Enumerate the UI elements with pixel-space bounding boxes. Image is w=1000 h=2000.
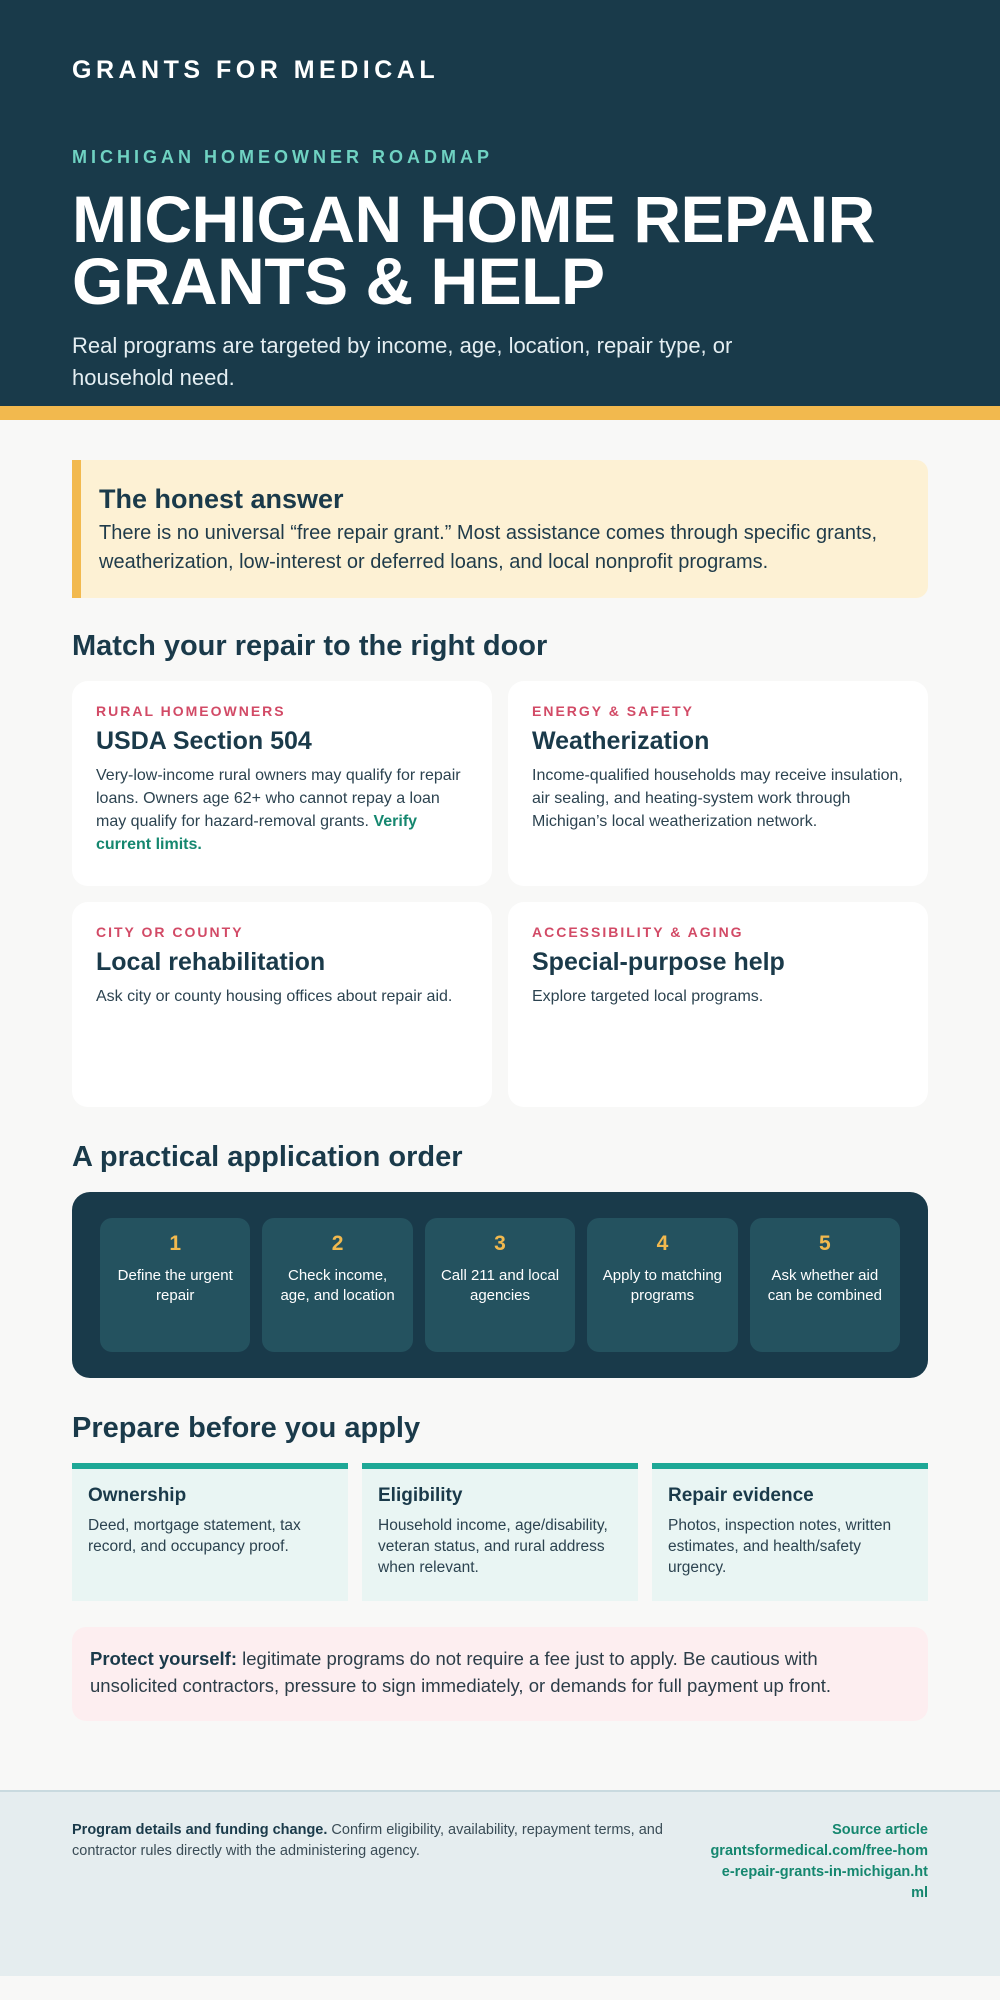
callout-body: There is no universal “free repair grant.” Most assistance comes through specific grants, weatherization, low-interest or deferred loans, and local nonprofit programs.	[99, 522, 878, 573]
step-text: Define the urgent repair	[117, 1267, 233, 1304]
card-title: Weatherization	[532, 727, 710, 755]
card-title: Special-purpose help	[532, 948, 785, 976]
step-card	[100, 1218, 250, 1352]
card-body: Explore targeted local programs.	[532, 988, 764, 1005]
step-card	[262, 1218, 412, 1352]
prepare-cards	[72, 1463, 928, 1601]
program-card-weatherization	[508, 681, 928, 886]
accent-bar	[0, 406, 1000, 420]
footer-disclaimer	[72, 1820, 709, 1948]
prep-card-body: Deed, mortgage statement, tax record, and occupancy proof.	[88, 1517, 301, 1555]
footer-body: Confirm eligibility, availability, repayment terms, and contractor rules directly with the administering agency.	[72, 1822, 663, 1859]
step-text: Check income, age, and location	[280, 1267, 395, 1304]
card-tag: RURAL HOMEOWNERS	[96, 703, 286, 719]
card-tag: CITY OR COUNTY	[96, 924, 244, 940]
application-steps	[72, 1192, 928, 1378]
prepare-section-title: Prepare before you apply	[72, 1412, 421, 1444]
step-card	[750, 1218, 900, 1352]
card-title: Local rehabilitation	[96, 948, 326, 976]
honest-answer-callout	[72, 460, 928, 598]
program-card-usda	[72, 681, 492, 886]
footer-lead: Program details and funding change.	[72, 1822, 328, 1838]
step-text: Call 211 and local agencies	[440, 1267, 560, 1304]
prep-card-body: Household income, age/disability, veteran status, and rural address when relevant.	[378, 1517, 608, 1576]
warning-lead: Protect yourself:	[90, 1648, 238, 1669]
prep-card-title: Repair evidence	[668, 1485, 814, 1506]
source-link[interactable]: grantsformedical.com/free-home-repair-grants-in-michigan.html	[710, 1843, 928, 1901]
page-subtitle: Real programs are targeted by income, age, location, repair type, or household need.	[72, 333, 733, 390]
card-body: Very-low-income rural owners may qualify for repair loans. Owners age 62+ who cannot repay a loan may qualify for hazard-removal grants. Verify current limits.	[96, 767, 461, 853]
brand-name: GRANTS FOR MEDICAL	[72, 56, 440, 84]
step-number: 1	[169, 1232, 182, 1255]
step-card	[587, 1218, 737, 1352]
step-text: Ask whether aid can be combined	[767, 1267, 882, 1304]
prep-card-ownership	[72, 1463, 348, 1601]
step-number: 4	[656, 1232, 669, 1255]
callout-heading: The honest answer	[99, 484, 344, 514]
step-text: Apply to matching programs	[602, 1267, 723, 1304]
prep-card-body: Photos, inspection notes, written estimates, and health/safety urgency.	[668, 1517, 892, 1576]
prep-card-title: Eligibility	[378, 1485, 463, 1506]
verify-limits-link[interactable]: Verify current limits.	[96, 813, 418, 853]
protect-yourself-notice	[72, 1627, 928, 1721]
page-kicker: MICHIGAN HOMEOWNER ROADMAP	[72, 147, 493, 167]
page-footer	[0, 1790, 1000, 1976]
step-card	[425, 1218, 575, 1352]
card-body: Ask city or county housing offices about repair aid.	[96, 988, 453, 1005]
card-body: Income-qualified households may receive insulation, air sealing, and heating-system work through Michigan’s local weatherization network.	[532, 767, 903, 830]
prep-card-title: Ownership	[88, 1485, 187, 1506]
prep-card-eligibility	[362, 1463, 638, 1601]
program-card-grid	[72, 681, 928, 1107]
card-tag: ACCESSIBILITY & AGING	[532, 924, 744, 940]
match-section-title: Match your repair to the right door	[72, 630, 548, 662]
order-section-title: A practical application order	[72, 1141, 463, 1173]
warning-body: legitimate programs do not require a fee just to apply. Be cautious with unsolicited contractors, pressure to sign immediately, or demands for full payment up front.	[90, 1648, 832, 1696]
step-number: 5	[818, 1232, 831, 1255]
program-card-special-purpose	[508, 902, 928, 1107]
step-number: 3	[494, 1232, 506, 1255]
page-title-line-1: MICHIGAN HOME REPAIR	[72, 182, 875, 256]
program-card-local-rehab	[72, 902, 492, 1107]
step-number: 2	[331, 1232, 344, 1255]
card-title: USDA Section 504	[96, 727, 312, 755]
prep-card-repair-evidence	[652, 1463, 928, 1601]
source-label: Source article	[832, 1822, 928, 1838]
main-content	[0, 420, 1000, 1721]
page-title-line-2: GRANTS & HELP	[72, 244, 605, 318]
hero-header	[0, 0, 1000, 406]
footer-source	[709, 1820, 928, 1948]
page-title	[72, 182, 928, 318]
card-tag: ENERGY & SAFETY	[532, 703, 694, 719]
